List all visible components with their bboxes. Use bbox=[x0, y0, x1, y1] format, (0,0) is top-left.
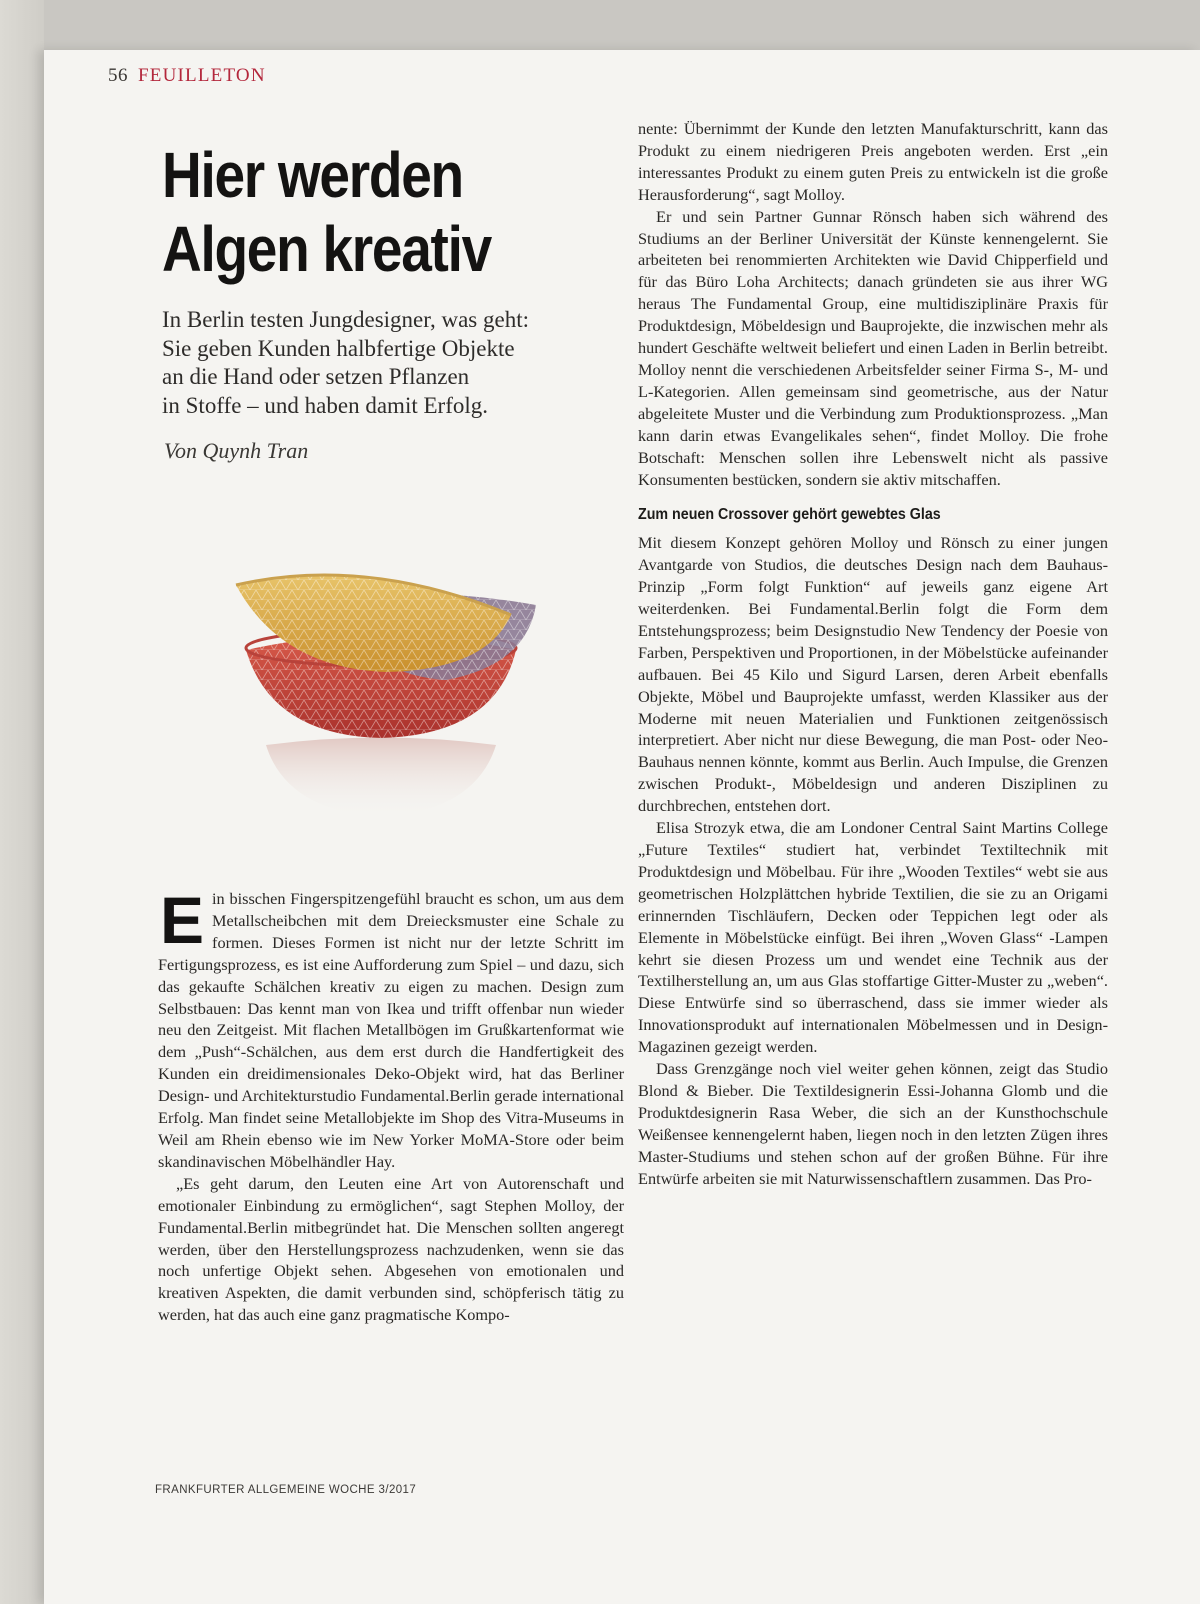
body-paragraph: Mit diesem Konzept gehören Molloy und Rönsch zu einer jungen Avantgarde von Studios, die deutsches Design nach dem Bauhaus-Prinzip „Form folgt Funktion“ auf jeweils ganz eigene Art weiterdenken. Bei Fundamental.Berlin folgt die Form dem Entstehungsprozess; beim Designstudio New Tendency der Poesie von Farben, Perspektiven und Proportionen, in der Möbelstücke aufeinander aufbauen. Bei 45 Kilo und Sigurd Larsen, deren Arbeit ebenfalls Objekte, Möbel und Bauprojekte umfasst, werden Klassiker aus der Moderne mit neuen Materialien und Funktionen zeitgenössisch interpretiert. Aber nicht nur diese Bewegung, die man Post- oder Neo-Bauhaus nennen könnte, kommt aus Berlin. Auch Impulse, die Grenzen zwischen Produkt-, Möbeldesign und anderen Disziplinen zu durchbrechen, entstehen dort. bbox=[638, 533, 1108, 816]
headline-line-2: Algen kreativ bbox=[162, 213, 491, 285]
dek-line: Sie geben Kunden halbfertige Objekte bbox=[162, 335, 515, 361]
section-subhead: Zum neuen Crossover gehört gewebtes Glas bbox=[638, 506, 941, 524]
headline-line-1: Hier werden bbox=[162, 139, 463, 211]
body-paragraph: Elisa Strozyk etwa, die am Londoner Central Saint Martins College „Future Textiles“ studiert hat, verbindet Textiltechnik mit Produktdesign und Möbelbau. Für ihre „Wooden Textiles“ webt sie aus geometrischen Holzplättchen hybride Textilien, die sie zu an Origami erinnernden Tischläufern, Decken oder Teppichen legt oder als Elemente in Möbelstücke einfügt. Bei ihren „Woven Glass“ -Lampen kehrt sie diesen Prozess um und wendet eine Technik aus der Textilherstellung an, um aus Glas stoffartige Gitter-Muster zu „weben“. Diese Entwürfe sind so überraschend, dass sie immer wieder als Innovationsprodukt auf internationalen Möbelmessen und in Design-Magazinen gezeigt werden. bbox=[638, 818, 1108, 1057]
magazine-page bbox=[44, 50, 1200, 1604]
bowl-reflection bbox=[266, 738, 496, 819]
body-paragraph: Dass Grenzgänge noch viel weiter gehen können, zeigt das Studio Blond & Bieber. Die Textildesignerin Essi-Johanna Glomb und die Produktdesignerin Rasa Weber, die sich an der Kunsthochschule Weißensee kennengelernt haben, liegen noch in den letzten Zügen ihres Master-Studiums und stehen schon auf der großen Bühne. Für ihre Entwürfe arbeiten sie mit Naturwissenschaftlern zusammen. Das Pro- bbox=[638, 1059, 1108, 1188]
article-dek bbox=[162, 306, 592, 420]
article-column-left bbox=[158, 883, 624, 1326]
page-number: 56 bbox=[108, 65, 128, 86]
byline: Von Quynh Tran bbox=[164, 438, 309, 463]
section-label: FEUILLETON bbox=[138, 65, 266, 86]
article-headline bbox=[162, 138, 558, 286]
bowls-photo bbox=[226, 560, 546, 830]
dek-line: an die Hand oder setzen Pflanzen bbox=[162, 364, 470, 389]
dek-line: In Berlin testen Jungdesigner, was geht: bbox=[162, 307, 530, 332]
page-gutter-shadow bbox=[0, 0, 44, 1604]
body-paragraph: Er und sein Partner Gunnar Rönsch haben sich während des Studiums an der Berliner Universität der Künste kennengelernt. Sie arbeiteten bei renommierten Architekten wie David Chipperfield und für das Büro Loha Architects; danach gründeten sie aus ihrer WG heraus The Fundamental Group, eine multidisziplinäre Praxis für Produktdesign, Möbeldesign und Bauprojekte, die inzwischen mehr als hundert Geschäfte weltweit beliefert und einen Laden in Berlin betreibt. Molloy nennt die verschiedenen Arbeitsfelder seiner Firma S-, M- und L-Kategorien. Allen gemeinsam sind geometrische, aus der Natur abgeleitete Muster und die Verbindung zum Produktionsprozess. „Man kann darin etwas Evangelikales sehen“, findet Molloy. Die frohe Botschaft: Menschen sollen ihre Lebenswelt nicht als passive Konsumenten bestücken, sondern sie aktiv mitschaffen. bbox=[638, 206, 1108, 489]
body-paragraph: „Es geht darum, den Leuten eine Art von Autorenschaft und emotionaler Einbindung zu ermöglichen“, sagt Stephen Molloy, der Fundamental.Berlin mitbegründet hat. Die Menschen sollten angeregt werden, über den Herstellungsprozess nachzudenken, wenn sie das noch unfertige Objekt sehen. Abgesehen von emotionalen und kreativen Aspekten, die damit verbunden sind, schöpferisch tätig zu werden, hat das auch eine ganz pragmatische Kompo- bbox=[158, 1173, 624, 1325]
dek-line: in Stoffe – und haben damit Erfolg. bbox=[162, 392, 488, 418]
paragraph-text: in bisschen Fingerspitzengefühl braucht es schon, um aus dem Metallscheibchen mit dem Dreiecksmuster eine Schale zu formen. Dieses Formen ist nicht nur der letzte Schritt im Fertigungsprozess, es ist eine Aufforderung zum Spiel – und dazu, sich das gekaufte Schälchen kreativ zu eigen zu machen. Design zum Selbstbauen: Das kennt man von Ikea und trifft offenbar nun wieder neu den Zeitgeist. Mit flachen Metallbögen im Grußkartenformat wie dem „Push“-Schälchen, aus dem erst durch die Handfertigkeit des Kunden ein dreidimensionales Deko-Objekt wird, hat das Berliner Design- und Architekturstudio Fundamental.Berlin gerade international Erfolg. Man findet seine Metallobjekte im Shop des Vitra-Museums in Weil am Rhein ebenso wie im New Yorker MoMA-Store oder beim skandinavischen Möbelhändler Hay. bbox=[158, 889, 624, 1171]
publication-name: FRANKFURTER ALLGEMEINE WOCHE bbox=[155, 1484, 375, 1496]
body-paragraph bbox=[158, 883, 624, 1173]
drop-cap: E bbox=[160, 883, 205, 957]
page-header bbox=[108, 65, 266, 87]
body-paragraph: nente: Übernimmt der Kunde den letzten Manufakturschritt, kann das Produkt zu einem niedrigeren Preis angeboten werden. Erst „ein interessantes Produkt zu einem guten Preis zu entwickeln ist die große Herausforderung“, sagt Molloy. bbox=[638, 119, 1108, 204]
issue-number: 3/2017 bbox=[378, 1484, 417, 1496]
article-column-right bbox=[638, 118, 1108, 1190]
page-footer bbox=[155, 1484, 416, 1496]
